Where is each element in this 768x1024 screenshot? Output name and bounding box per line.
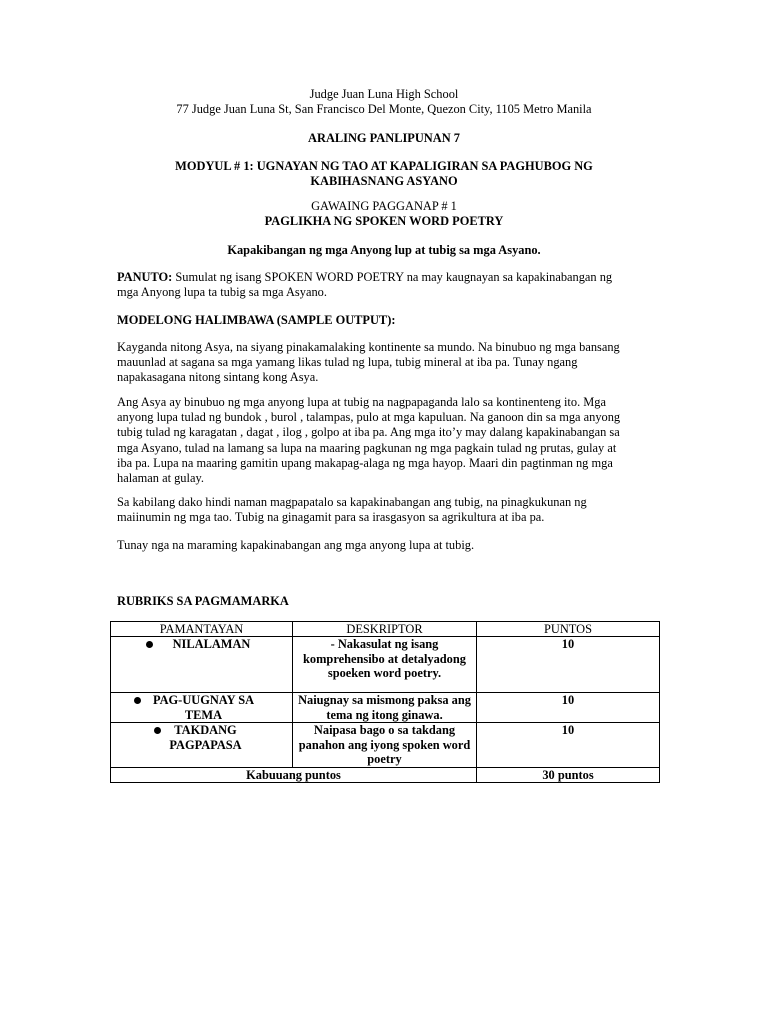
- school-name: Judge Juan Luna High School: [309, 87, 459, 101]
- paragraph-line: napakasagana nitong sintang kong Asya.: [117, 370, 319, 385]
- bullet-icon: [146, 641, 153, 648]
- instructions-line2: mga Anyong lupa ta tubig sa mga Asyano.: [117, 285, 327, 299]
- task-number: GAWAING PAGGANAP # 1: [311, 199, 457, 213]
- total-points: 30 puntos: [477, 767, 660, 783]
- paragraph-line: halaman at gulay.: [117, 471, 204, 486]
- paragraph-line: Ang Asya ay binubuo ng mga anyong lupa at tubig na nagpapaganda lalo sa kontinenteng ito. Mga: [117, 395, 606, 409]
- instructions-label: PANUTO:: [117, 270, 173, 284]
- table-row: [111, 637, 660, 693]
- paragraph-line: mauunlad at sagana sa mga yamang likas tulad ng lupa, tubig mineral at iba pa. Tunay ngang: [117, 355, 578, 370]
- paragraph-line: iba pa. Lupa na maaring gamitin upang makapag-alaga ng mga hayop. Maari din pagtinman ng mga: [117, 455, 613, 470]
- points-cell: 10: [477, 693, 660, 723]
- header-descriptor: DESKRIPTOR: [293, 622, 477, 637]
- paragraph-line: tubig tulad ng karagatan , dagat , ilog , golpo at iba pa. Ang mga ito’y may dalang kapakinabangan sa: [117, 425, 620, 440]
- rubric-header-row: [111, 622, 660, 637]
- paragraph-2: [117, 395, 657, 486]
- paragraph-line: Tunay nga na maraming kapakinabangan ang mga anyong lupa at tubig.: [117, 538, 475, 552]
- criterion-cell: [111, 637, 293, 693]
- criterion-cell: [111, 723, 293, 768]
- total-row: [111, 767, 660, 783]
- criterion-text: NILALAMAN: [172, 637, 251, 651]
- criterion-cell: [111, 693, 293, 723]
- points-cell: 10: [477, 637, 660, 693]
- table-row: [111, 693, 660, 723]
- module-title-line1: MODYUL # 1: UGNAYAN NG TAO AT KAPALIGIRAN SA PAGHUBOG NG: [175, 159, 593, 173]
- school-address: 77 Judge Juan Luna St, San Francisco Del Monte, Quezon City, 1105 Metro Manila: [176, 102, 592, 116]
- instructions-text: Sumulat ng isang SPOKEN WORD POETRY na may kaugnayan sa kapakinabangan ng: [172, 270, 613, 284]
- instructions-line1: [117, 270, 612, 285]
- total-label: Kabuuang puntos: [111, 767, 477, 783]
- descriptor-cell: Naiugnay sa mismong paksa ang tema ng itong ginawa.: [293, 693, 477, 723]
- topic-line: Kapakibangan ng mga Anyong lup at tubig sa mga Asyano.: [227, 243, 541, 257]
- criterion-text: TAKDANG PAGPAPASA: [169, 723, 242, 752]
- header-points: PUNTOS: [477, 622, 660, 637]
- rubric-table: [110, 621, 660, 783]
- module-title-line2: KABIHASNANG ASYANO: [310, 174, 458, 188]
- paragraph-4: [117, 538, 657, 553]
- bullet-icon: [134, 697, 141, 704]
- sample-heading: MODELONG HALIMBAWA (SAMPLE OUTPUT):: [117, 313, 396, 327]
- bullet-icon: [154, 727, 161, 734]
- criterion-text: PAG-UUGNAY SA TEMA: [152, 693, 255, 722]
- paragraph-line: maiinumin ng mga tao. Tubig na ginagamit para sa irasgasyon sa agrikultura at iba pa.: [117, 510, 545, 525]
- descriptor-cell: Naipasa bago o sa takdang panahon ang iyong spoken word poetry: [293, 723, 477, 768]
- paragraph-line: anyong lupa tulad ng bundok , burol , talampas, pulo at mga kapuluan. Na ganoon din sa mga anyong: [117, 410, 621, 425]
- task-title: PAGLIKHA NG SPOKEN WORD POETRY: [264, 214, 504, 228]
- table-row: [111, 723, 660, 768]
- paragraph-3: [117, 495, 657, 525]
- points-cell: 10: [477, 723, 660, 768]
- paragraph-line: Sa kabilang dako hindi naman magpapatalo sa kapakinabangan ang tubig, na pinagkukunan ng: [117, 495, 587, 509]
- paragraph-line: mga Asyano, tulad na lamang sa lupa na maaring pagkunan ng mga pagkain tulad ng prutas, gulay at: [117, 440, 617, 455]
- descriptor-cell: - Nakasulat ng isang komprehensibo at detalyadong spoeken word poetry.: [293, 637, 477, 693]
- subject-title: ARALING PANLIPUNAN 7: [308, 131, 460, 145]
- paragraph-1: [117, 340, 657, 386]
- rubric-title: RUBRIKS SA PAGMAMARKA: [117, 594, 289, 608]
- header-criterion: PAMANTAYAN: [111, 622, 293, 637]
- paragraph-line: Kayganda nitong Asya, na siyang pinakamalaking kontinente sa mundo. Na binubuo ng mga bansang: [117, 340, 620, 354]
